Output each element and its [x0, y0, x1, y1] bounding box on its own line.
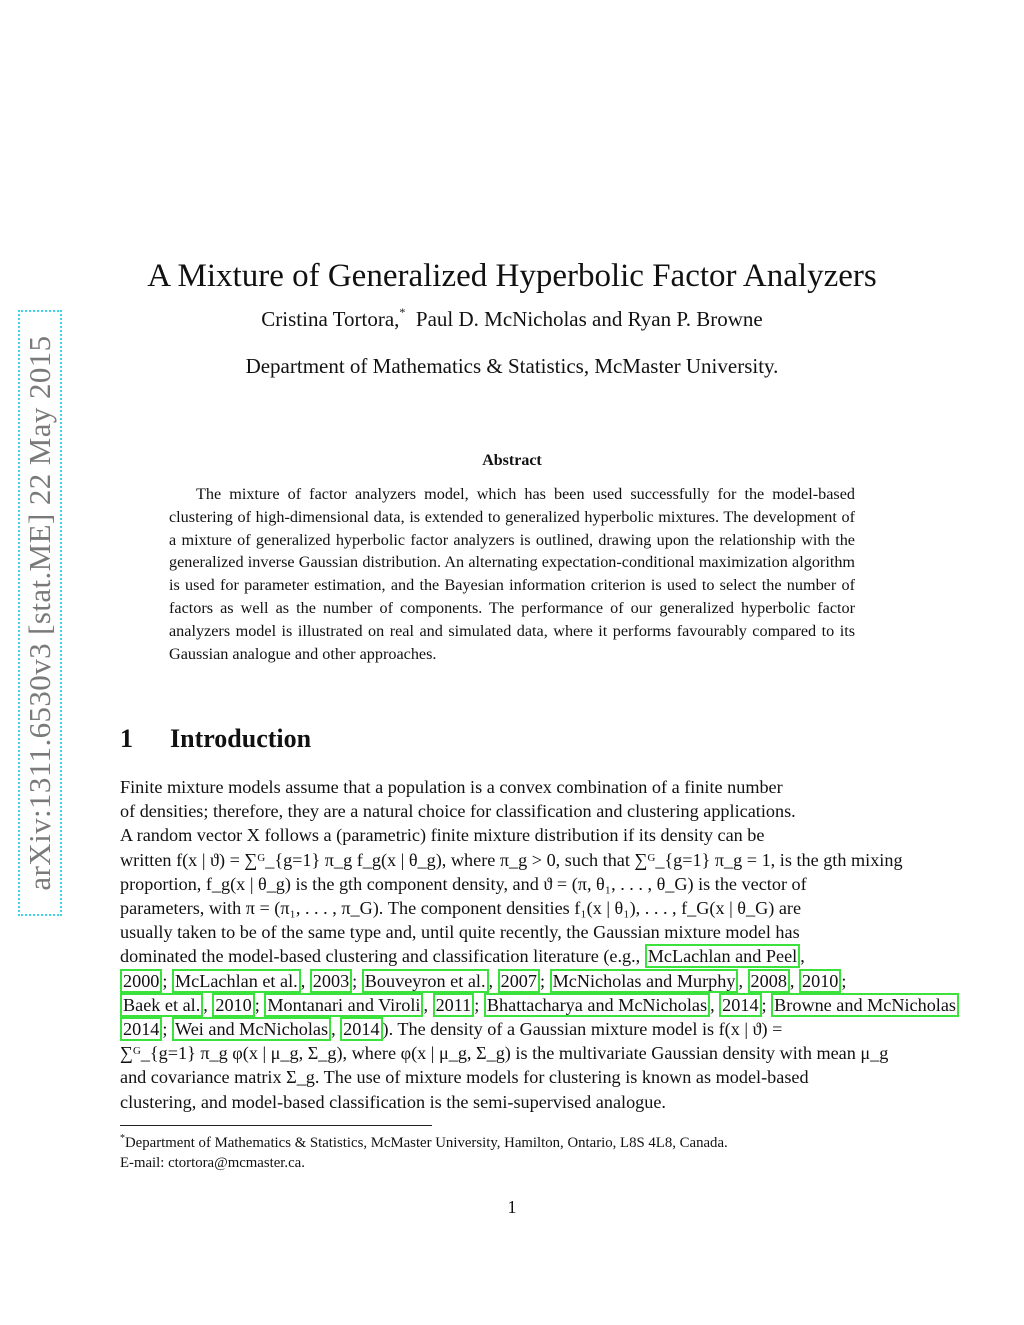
- footnote-rule: [120, 1125, 432, 1126]
- intro-line: ∑ᴳ_{g=1} π_g φ(x | μ_g, Σ_g), where φ(x | μ_g, Σ_g) is the multivariate Gaussian density with mean μ_g: [120, 1043, 889, 1064]
- citation-link[interactable]: McLachlan and Peel: [645, 944, 800, 968]
- footnote-line-1: Department of Mathematics & Statistics, McMaster University, Hamilton, Ontario, L8S 4L8, Canada.: [125, 1134, 728, 1151]
- citation-year-link[interactable]: 2000: [120, 969, 162, 993]
- citation-link[interactable]: Baek et al.: [120, 993, 203, 1017]
- intro-line: dominated the model-based clustering and classification literature (e.g., McLachlan and Peel ,: [120, 946, 805, 967]
- abstract-heading: Abstract: [482, 452, 542, 469]
- intro-text: dominated the model-based clustering and classification literature (e.g.,: [120, 946, 645, 967]
- citation-year-link[interactable]: 2011: [433, 993, 475, 1017]
- intro-line: Baek et al. , 2010 ; Montanari and Viroli , 2011 ; Bhattacharya and McNicholas , 2014 ; Browne and McNicholas: [120, 993, 904, 1017]
- citation-year-link[interactable]: 2010: [212, 993, 254, 1017]
- citation-link[interactable]: Montanari and Viroli: [264, 993, 423, 1017]
- citation-year-link[interactable]: 2007: [498, 969, 540, 993]
- citation-link[interactable]: Browne and McNicholas: [771, 993, 959, 1017]
- intro-line: and covariance matrix Σ_g. The use of mixture models for clustering is known as model-based: [120, 1067, 809, 1088]
- citation-year-link[interactable]: 2014: [719, 993, 761, 1017]
- intro-line: clustering, and model-based classification is the semi-supervised analogue.: [120, 1091, 666, 1112]
- citation-link[interactable]: McLachlan et al.: [172, 969, 301, 993]
- footnote-line-2: E-mail: ctortora@mcmaster.ca.: [120, 1154, 305, 1171]
- intro-line: usually taken to be of the same type and, until quite recently, the Gaussian mixture model has: [120, 922, 800, 943]
- footnote: [120, 1129, 904, 1173]
- abstract-text: The mixture of factor analyzers model, which has been used successfully for the model-based clustering of high-dimensional data, is extended to generalized hyperbolic mixtures. The development of a mixture of generalized hyperbolic factor analyzers is outlined, drawing upon the relationship with the generalized inverse Gaussian distribution. An alternating expectation-conditional maximization algorithm is used for parameter estimation, and the Bayesian information criterion is used to select the number of factors as well as the number of components. The performance of our generalized hyperbolic factor analyzers model is illustrated on real and simulated data, where it performs favourably compared to its Gaussian analogue and other approaches.: [169, 485, 855, 663]
- paper-title: A Mixture of Generalized Hyperbolic Factor Analyzers: [147, 258, 877, 295]
- author-first: Cristina Tortora,: [261, 307, 400, 331]
- introduction-paragraph: [120, 775, 956, 1114]
- footnote-mark: *: [120, 1133, 125, 1144]
- citation-year-link[interactable]: 2014: [340, 1017, 382, 1041]
- affiliation: Department of Mathematics & Statistics, McMaster University.: [245, 354, 779, 378]
- intro-line: proportion, f_g(x | θ_g) is the gth component density, and ϑ = (π, θ₁, . . . , θ_G) is the vector of: [120, 873, 807, 894]
- intro-line: written f(x | ϑ) = ∑ᴳ_{g=1} π_g f_g(x | θ_g), where π_g > 0, such that ∑ᴳ_{g=1} π_g = 1, is the gth mixing: [120, 849, 903, 870]
- section-title: Introduction: [170, 724, 312, 753]
- intro-line: 2000 ; McLachlan et al. , 2003 ; Bouveyron et al. , 2007 ; McNicholas and Murphy , 2008 , 2010 ;: [120, 969, 904, 993]
- citation-year-link[interactable]: 2014: [120, 1017, 162, 1041]
- citation-link[interactable]: Wei and McNicholas: [172, 1017, 331, 1041]
- citation-link[interactable]: McNicholas and Murphy: [550, 969, 739, 993]
- section-heading: [120, 724, 311, 754]
- citation-year-link[interactable]: 2003: [310, 969, 352, 993]
- arxiv-identifier: arXiv:1311.6530v3 [stat.ME] 22 May 2015: [22, 335, 57, 891]
- author-footnote-mark: *: [399, 305, 406, 319]
- intro-line: 2014 ; Wei and McNicholas , 2014 ). The density of a Gaussian mixture model is f(x | ϑ) =: [120, 1017, 904, 1041]
- arxiv-identifier-stamp[interactable]: [18, 310, 62, 916]
- section-number: 1: [120, 724, 133, 753]
- intro-line: A random vector X follows a (parametric) finite mixture distribution if its density can be: [120, 825, 765, 846]
- page-number: 1: [507, 1197, 517, 1217]
- citation-link[interactable]: Bouveyron et al.: [362, 969, 489, 993]
- citation-year-link[interactable]: 2008: [748, 969, 790, 993]
- intro-line: Finite mixture models assume that a population is a convex combination of a finite number: [120, 777, 783, 797]
- author-rest: Paul D. McNicholas and Ryan P. Browne: [405, 307, 763, 331]
- intro-line: of densities; therefore, they are a natural choice for classification and clustering applications.: [120, 801, 796, 822]
- author-list: [0, 307, 1024, 332]
- citation-link[interactable]: Bhattacharya and McNicholas: [484, 993, 710, 1017]
- intro-line: parameters, with π = (π₁, . . . , π_G). The component densities f₁(x | θ₁), . . . , f_G(x | θ_G) are: [120, 898, 802, 919]
- intro-text: ). The density of a Gaussian mixture model is f(x | ϑ) =: [382, 1019, 783, 1040]
- citation-year-link[interactable]: 2010: [799, 969, 841, 993]
